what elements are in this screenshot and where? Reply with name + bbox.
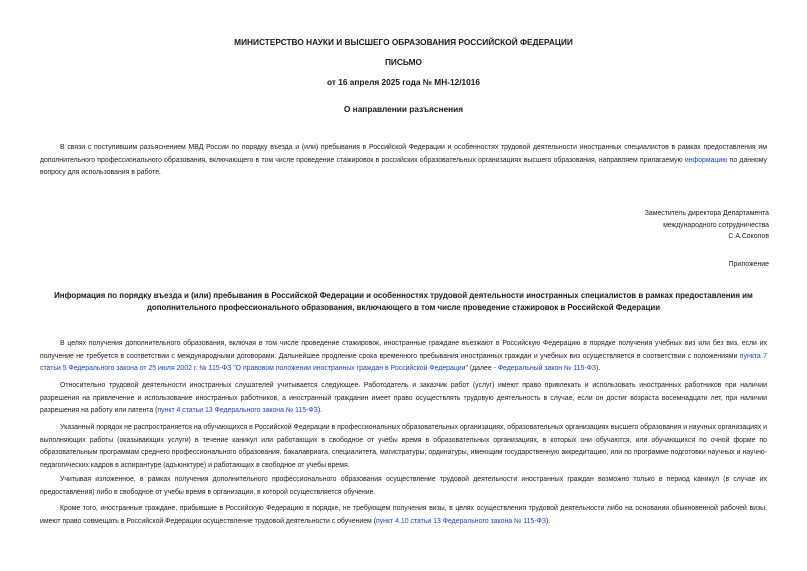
ministry-title: МИНИСТЕРСТВО НАУКИ И ВЫСШЕГО ОБРАЗОВАНИЯ РОССИЙСКОЙ ФЕДЕРАЦИИ — [234, 37, 573, 47]
intro-text-2: по данному вопросу для использования в работе. — [40, 156, 767, 176]
paragraph-combining-work-study — [40, 503, 767, 528]
document-date-number: от 16 апреля 2025 года № МН-12/1016 — [327, 77, 480, 87]
paragraph-labor-activity — [40, 380, 767, 418]
p1-text-1: В целях получения дополнительного образования, включая в том числе проведение стажировок, иностранные граждане въезжают в Российскую Федерацию в порядке получения учебных виз или без виз, если их получение не требуется в соответствии с международными договорами. Дальнейшее продление срока временного пребывания иностранных граждан и учебных виз осуществляется в соответствии с положениями — [40, 340, 767, 360]
law-article-13-p4-10-link[interactable]: пункт 4.10 статьи 13 Федерального закона № 115-ФЗ — [376, 517, 547, 525]
federal-law-115-link[interactable]: Федеральный закон № 115-ФЗ — [497, 365, 597, 372]
appendix-label: Приложение — [728, 261, 769, 268]
paragraph-exemptions: Указанный порядок не распространяется на обучающихся в Российской Федерации в профессиональных образовательных организациях, образовательных организациях высшего образования и научных организациях и выполняющих работы (оказывающих услуги) в течение каникул или работающих в свободное от учебы время в образовательных организациях, в которых они обучаются, или обучающихся по очной форме по образовательным программам среднего профессионального образования, бакалавриата, специалитета, магистратуры, ординатуры, имеющим государственную аккредитацию, или по программе подготовки научных и научно-педагогических кадров в аспирантуре (адъюнктуре) и работающих в свободное от учебы время. — [40, 424, 767, 469]
p5-text-1: Кроме того, иностранные граждане, прибывшие в Российскую Федерацию в порядке, не требующем получения визы, в целях осуществления трудовой деятельности либо на основании обыкновенной рабочей визы, имеют право совмещать в Российской Федерации осуществление трудовой деятельности с обучением ( — [40, 505, 767, 525]
signature-department: международного сотрудничества — [663, 222, 769, 229]
document-subject: О направлении разъяснения — [343, 104, 464, 114]
appendix-title: Информация по порядку въезда и (или) пребывания в Российской Федерации и особенностях трудовой деятельности иностранных специалистов в рамках предоставления им дополнительного профессионального образования, включающего в том числе проведение стажировок в Российской Федерации — [54, 291, 753, 312]
law-article-5-link[interactable]: пункта 7 статьи 5 Федерального закона от 25 июля 2002 г. № 115-ФЗ "О правовом положении иностранных граждан в Российской Федерации" — [40, 352, 767, 372]
paragraph-entry-visas — [40, 338, 767, 376]
intro-text-1: В связи с поступившим разъяснением МВД России по порядку въезда и (или) пребывания в Российской Федерации и особенностях трудовой деятельности иностранных специалистов в рамках предоставления им дополнительного профессионального образования, включающего в том числе проведение стажировок в российских образовательных организациях высшего образования, направляем прилагаемую — [40, 144, 767, 164]
paragraph-conclusion: Учитывая изложенное, в рамках получения дополнительного профессионального образования осуществление трудовой деятельности иностранных граждан возможно только в период каникул (в случае их предоставления) либо в свободное от учебы время в организации, в которой осуществляется обучение. — [40, 476, 767, 496]
p2-text-2: ). — [317, 407, 323, 414]
intro-paragraph — [40, 142, 767, 180]
p1-text-2: (далее - — [467, 365, 498, 372]
p1-text-3: ). — [596, 365, 601, 372]
information-link[interactable]: информацию — [684, 156, 728, 164]
p5-text-2: ). — [546, 517, 551, 525]
p2-text-1: Относительно трудовой деятельности иностранных слушателей учитывается следующее. Работодатель и заказчик работ (услуг) имеют право привлекать и использовать иностранных работников при наличии разрешения на привлечение и использование иностранных работников, а иностранный гражданин имеет право осуществлять трудовую деятельность в случае, если он достиг возраста восемнадцати лет, при наличии разрешения на работу или патента ( — [40, 382, 767, 414]
signature-position: Заместитель директора Департамента — [644, 210, 769, 217]
law-article-13-p4-link[interactable]: пункт 4 статьи 13 Федерального закона № 115-ФЗ — [157, 407, 318, 414]
document-type: ПИСЬМО — [384, 57, 423, 67]
signature-name: С.А.Соколов — [728, 233, 769, 240]
